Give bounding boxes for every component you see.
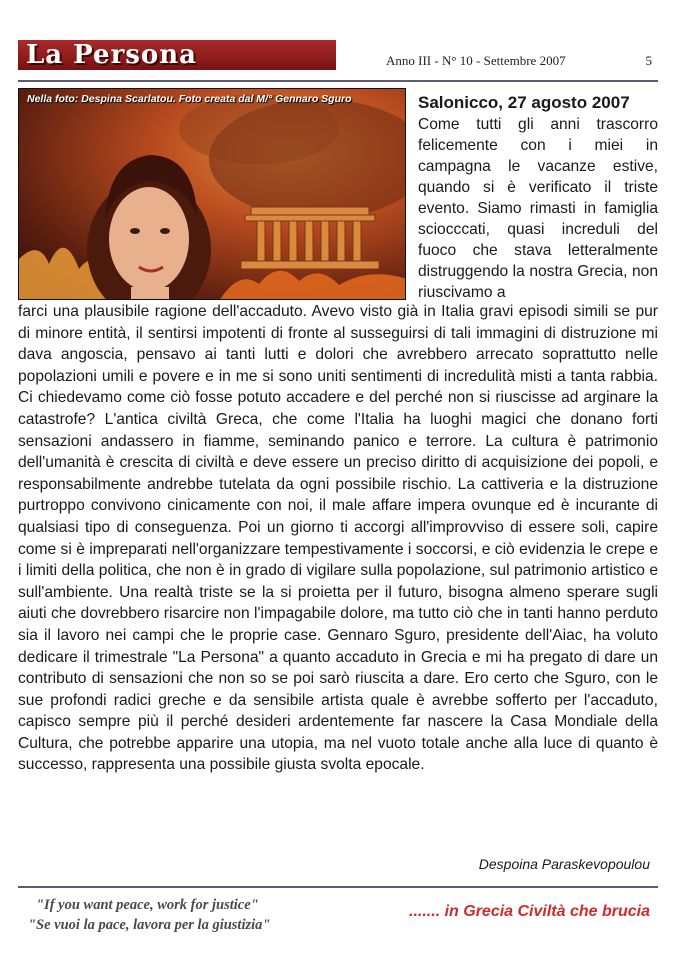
photo-illustration bbox=[19, 89, 406, 300]
article-body: farci una plausibile ragione dell'accaduto. Avevo visto già in Italia gravi episodi simili se pur di minore entità, il sentirsi impotenti di fronte al susseguirsi di tali immagini di distruzione mi dava angoscia, pensavo ai tanti lutti e dolori che avrebbero arrecato soprattutto nelle popolazioni umili e povere e in me si sono uniti sentimenti di incredulità misti a tanta rabbia. Ci chiedevamo come ciò fosse potuto accadere e del perché non si riuscisse ad arginare la catastrofe? L'antica civiltà Greca, che come l'Italia ha luoghi magici che donano forti sensazioni andassero in fiamme, seminando panico e terrore. La cultura è patrimonio dell'umanità è crescita di civiltà e deve essere un preciso diritto di acquisizione dei popoli, e responsabilmente andrebbe tutelata da ogni possibile rischio. La cattiveria e la distruzione purtroppo convivono cinicamente con noi, il male affare impera ovunque ed è incurante di qualsiasi tipo di conseguenza. Poi un giorno ti accorgi all'improvviso di essere soli, capire come si è impreparati nell'organizzare tempestivamente i soccorsi, e ciò evidenzia le crepe e i limiti della politica, che non è in grado di vigilare sulla popolazione, sul patrimonio artistico e sull'ambiente. Una realtà triste se la si proietta per il futuro, bisogna almeno sperare sugli aiuti che dovrebbero risarcire non l'impagabile dolore, ma tutto ciò che in tanti hanno perduto sia il lavoro nei campi che le proprie case. Gennaro Sguro, presidente dell'Aiac, ha voluto dedicare il trimestrale "La Persona" a quanto accaduto in Grecia e mi ha pregato di dare un contributo di sensazioni che non so se poi sarò riuscita a dare. Ero certo che Sguro, con le sue profondi radici greche e da sensibile artista quale è avrebbe sofferto per l'accaduto, capisco sempre più il perché desideri ardentemente far nascere la Casa Mondiale della Cultura, che potrebbe apparire una utopia, ma nel vuoto totale anche alla luce di quanto è successo, rappresenta una possibile giusta svolta epocale. bbox=[18, 303, 658, 774]
intro-text: Come tutti gli anni trascorro felicemente con i miei in campagna le vacanze estive, quando si è verificato il triste evento. Siamo rimasti in famiglia sciocccati, quasi increduli del fuoco che stava letteralmente distruggendo la nostra Grecia, non riuscivamo a bbox=[418, 116, 658, 301]
temple-ruin bbox=[241, 207, 379, 269]
masthead-logo bbox=[18, 40, 336, 70]
logo-text: La Persona bbox=[26, 40, 198, 70]
quote-italian: "Se vuoi la pace, lavora per la giustizia" bbox=[28, 917, 271, 933]
footer-divider bbox=[18, 886, 658, 888]
dateline: Salonicco, 27 agosto 2007 bbox=[418, 93, 630, 112]
photo-caption: Nella foto: Despina Scarlatou. Foto creata dal M/° Gennaro Sguro bbox=[27, 93, 352, 105]
issue-info: Anno III - N° 10 - Settembre 2007 bbox=[386, 53, 566, 68]
footer-tagline: ....... in Grecia Civiltà che brucia bbox=[409, 903, 650, 920]
header-divider bbox=[18, 80, 658, 82]
quote-english: "If you want peace, work for justice" bbox=[36, 897, 259, 913]
author-signature: Despoina Paraskevopoulou bbox=[478, 856, 650, 872]
page-number: 5 bbox=[645, 53, 652, 68]
intro-column bbox=[418, 92, 658, 303]
portrait-figure bbox=[87, 155, 211, 300]
article-photo bbox=[18, 88, 406, 300]
